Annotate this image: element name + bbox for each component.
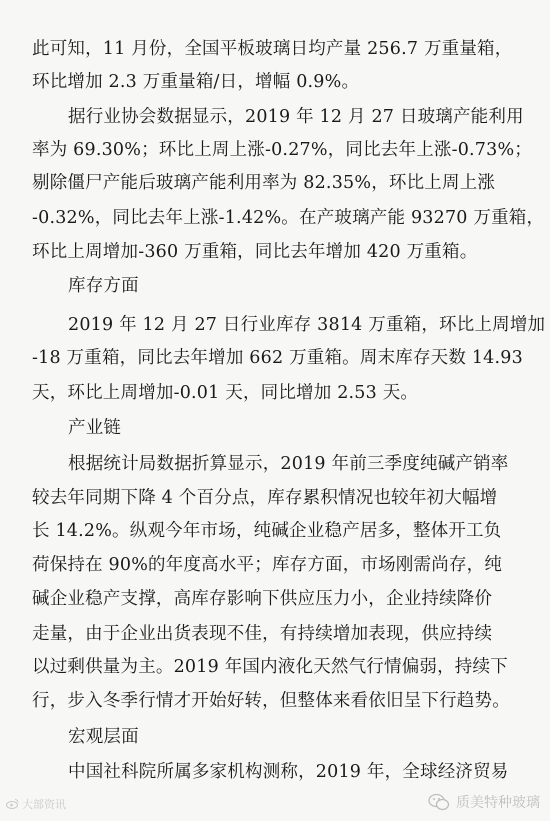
text-line: 率为 69.30%；环比上周上涨-0.27%，同比去年上涨-0.73%；: [32, 140, 533, 160]
weibo-icon: [6, 798, 19, 809]
wechat-icon: [428, 793, 450, 811]
text-line: 天，环比上周增加-0.01 天，同比增加 2.53 天。: [32, 383, 419, 403]
text-line: 碱企业稳产支撑，高库存影响下供应压力小，企业持续降价: [32, 589, 493, 609]
text-line: -18 万重箱，同比去年增加 662 万重箱。周末库存天数 14.93: [32, 348, 523, 368]
text-line: 以过剩供量为主。2019 年国内液化天然气行情偏弱，持续下: [32, 657, 508, 677]
text-line: -0.32%，同比去年上涨-1.42%。在产玻璃产能 93270 万重箱，: [32, 208, 545, 228]
text-line: 据行业协会数据显示，2019 年 12 月 27 日玻璃产能利用: [68, 107, 524, 127]
text-line: 荷保持在 90%的年度高水平；库存方面，市场刚需尚存，纯: [32, 555, 503, 575]
weibo-watermark: [6, 796, 66, 812]
wechat-watermark-text: 质美特种玻璃: [456, 795, 540, 811]
text-line: 行，步入冬季行情才开始好转，但整体来看依旧呈下行趋势。: [32, 691, 510, 711]
weibo-watermark-text: 大部资讯: [22, 798, 66, 811]
text-line: 2019 年 12 月 27 日行业库存 3814 万重箱，环比上周增加: [68, 315, 546, 335]
text-line: 环比上周增加-360 万重箱，同比去年增加 420 万重箱。: [32, 242, 478, 262]
wechat-watermark: [428, 792, 540, 812]
text-line: 较去年同期下降 4 个百分点，库存累积情况也较年初大幅增: [32, 488, 498, 508]
section-heading: 产业链: [68, 418, 122, 438]
section-heading: 库存方面: [68, 276, 139, 296]
text-line: 走量，由于企业出货表现不佳，有持续增加表现，供应持续: [32, 624, 493, 644]
text-line: 根据统计局数据折算显示，2019 年前三季度纯碱产销率: [68, 454, 509, 474]
text-line: 长 14.2%。纵观今年市场，纯碱企业稳产居多，整体开工负: [32, 521, 502, 541]
text-line: 环比增加 2.3 万重量箱/日，增幅 0.9%。: [32, 72, 360, 92]
section-heading: 宏观层面: [68, 727, 139, 747]
text-line: 此可知，11 月份，全国平板玻璃日均产量 256.7 万重量箱，: [32, 39, 513, 59]
text-line: 中国社科院所属多家机构测称，2019 年，全球经济贸易: [68, 762, 509, 782]
text-line: 剔除僵尸产能后玻璃产能利用率为 82.35%，环比上周上涨: [32, 173, 496, 193]
